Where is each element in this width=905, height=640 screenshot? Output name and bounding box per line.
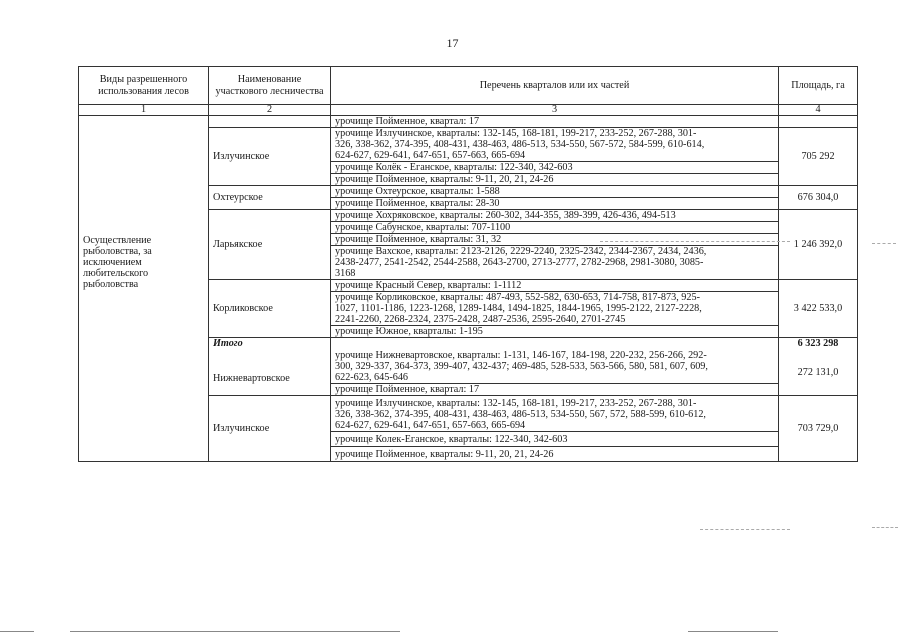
col-number: 3 [331, 105, 779, 116]
forestry-name: Нижневартовское [213, 373, 290, 384]
quarter-list-item [331, 338, 779, 384]
scan-edge-line [688, 631, 778, 632]
forestry-name: Корликовское [209, 280, 331, 338]
quarter-list-item: урочище Хохряковское, кварталы: 260-302, 344-355, 389-399, 426-436, 494-513 [331, 210, 779, 222]
quarter-line: 300, 329-337, 364-373, 399-407, 432-437; 469-485, 528-533, 563-566, 580, 581, 607, 609, [335, 361, 708, 372]
quarter-list-item: урочище Красный Север, кварталы: 1-1112 [331, 280, 779, 292]
quarter-line: 326, 338-362, 374-395, 408-431, 438-463, 486-513, 534-550, 567-572, 584-599, 610-614, [335, 139, 705, 150]
header-use-type: Виды разрешенного использования лесов [79, 67, 209, 105]
forestry-name: Охтеурское [209, 186, 331, 210]
col-number: 1 [79, 105, 209, 116]
area-cell [779, 116, 858, 128]
quarter-list-item [331, 292, 779, 326]
quarter-line: урочище Излучинское, кварталы: 132-145, 168-181, 199-217, 233-252, 267-288, 301- [335, 398, 697, 409]
quarter-line: урочище Излучинское, кварталы: 132-145, 168-181, 199-217, 233-252, 267-288, 301- [335, 128, 697, 139]
quarter-list-item [331, 396, 779, 432]
area-value: 676 304,0 [779, 186, 858, 210]
scan-mark [872, 243, 896, 244]
quarter-list-item: урочище Колек-Еганское, кварталы: 122-340, 342-603 [331, 432, 779, 447]
quarter-list-item: урочище Пойменное, квартал: 17 [331, 384, 779, 396]
col-number: 2 [209, 105, 331, 116]
scan-mark [600, 241, 790, 242]
scan-mark [700, 529, 790, 530]
itogo-label: Итого [213, 338, 243, 349]
area-value: 272 131,0 [797, 367, 839, 378]
itogo-area: 6 323 298 [797, 338, 839, 349]
scan-mark [872, 527, 898, 528]
scan-edge-line [0, 631, 34, 632]
quarter-list-item: урочище Колёк - Еганское, кварталы: 122-340, 342-603 [331, 162, 779, 174]
quarter-list-item: урочище Пойменное, кварталы: 28-30 [331, 198, 779, 210]
quarter-line: урочище Нижневартовское, кварталы: 1-131, 146-167, 184-198, 220-232, 256-266, 292- [335, 350, 707, 361]
quarter-list-item: урочище Охтеурское, кварталы: 1-588 [331, 186, 779, 198]
quarter-list-item: урочище Пойменное, кварталы: 9-11, 20, 21, 24-26 [331, 174, 779, 186]
area-value: 1 246 392,0 [779, 210, 858, 280]
quarter-line: 3168 [335, 268, 356, 279]
header-row [79, 67, 858, 105]
quarter-line: 2438-2477, 2541-2542, 2544-2588, 2643-2700, 2713-2777, 2782-2968, 2981-3080, 3085- [335, 257, 704, 268]
quarter-line: 624-627, 629-641, 647-651, 657-663, 665-694 [335, 150, 526, 161]
quarter-list-item: урочище Пойменное, кварталы: 31, 32 [331, 234, 779, 246]
quarter-line: 326, 338-362, 374-395, 408-431, 438-463, 486-513, 534-550, 567, 572, 588-599, 610-612, [335, 409, 706, 420]
quarter-list-item [331, 128, 779, 162]
area-value: 705 292 [779, 128, 858, 186]
header-quarters: Перечень кварталов или их частей [331, 67, 779, 105]
header-forestry: Наименование участкового лесничества [209, 67, 331, 105]
area-value: 3 422 533,0 [779, 280, 858, 338]
area-cell [779, 338, 858, 396]
forest-use-table [78, 66, 858, 462]
area-value: 703 729,0 [779, 396, 858, 462]
forestry-cell [209, 338, 331, 396]
forestry-name: Излучинское [209, 128, 331, 186]
quarter-line: 622-623, 645-646 [335, 372, 409, 383]
scan-edge-line [70, 631, 400, 632]
quarter-line: урочище Вахское, кварталы: 2123-2126, 2229-2240, 2325-2342, 2344-2367, 2434, 2436, [335, 246, 707, 257]
page-number: 17 [446, 36, 459, 50]
table-row [79, 116, 858, 128]
forestry-name: Излучинское [209, 396, 331, 462]
quarter-line: 1027, 1101-1186, 1223-1268, 1289-1484, 1494-1825, 1844-1965, 1995-2122, 2127-2228, [335, 303, 702, 314]
quarter-list-item [331, 246, 779, 280]
quarter-line: урочище Корликовское, кварталы: 487-493, 552-582, 630-653, 714-758, 817-873, 925- [335, 292, 700, 303]
quarter-list-item: урочище Южное, кварталы: 1-195 [331, 326, 779, 338]
col-number: 4 [779, 105, 858, 116]
forestry-cell [209, 116, 331, 128]
quarter-list-item: урочище Пойменное, квартал: 17 [331, 116, 779, 128]
quarter-line: 624-627, 629-641, 647-651, 657-663, 665-694 [335, 420, 526, 431]
header-area: Площадь, га [779, 67, 858, 105]
quarter-line: 2241-2260, 2268-2324, 2375-2428, 2487-2536, 2595-2640, 2701-2745 [335, 314, 626, 325]
forestry-name: Ларьякское [209, 210, 331, 280]
use-type-label: Осуществление рыболовства, за исключением любительского рыболовства [83, 235, 152, 290]
quarter-list-item: урочище Пойменное, кварталы: 9-11, 20, 21, 24-26 [331, 447, 779, 462]
column-number-row [79, 105, 858, 116]
use-type-cell [79, 116, 209, 462]
quarter-list-item: урочище Сабунское, кварталы: 707-1100 [331, 222, 779, 234]
